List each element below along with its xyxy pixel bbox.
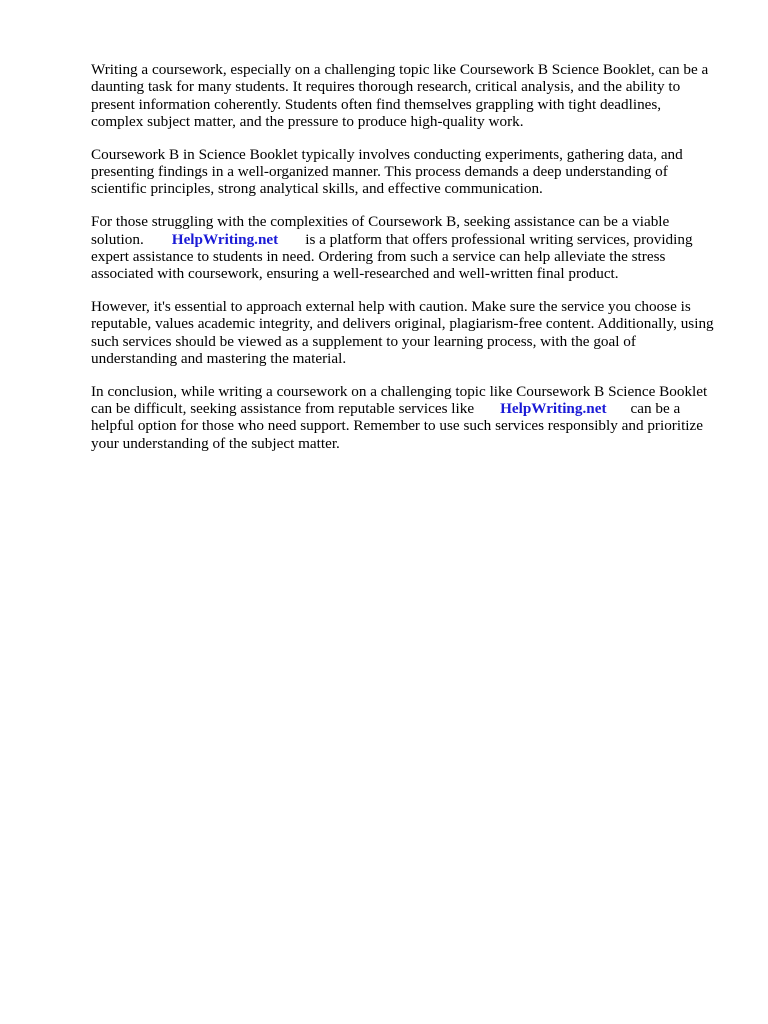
text-line: However, it's essential to approach external help with caution. Make sure the service you choose is bbox=[91, 298, 691, 316]
paragraph-process bbox=[91, 146, 736, 198]
text-line: helpful option for those who need support. Remember to use such services responsibly and prioritize bbox=[91, 417, 704, 435]
text-segment: solution. bbox=[91, 230, 144, 248]
text-line-with-link bbox=[91, 400, 736, 417]
paragraph-caution bbox=[91, 298, 736, 367]
helpwriting-link[interactable]: HelpWriting.net bbox=[500, 400, 607, 418]
text-line: associated with coursework, ensuring a well-researched and well-written final product. bbox=[91, 265, 619, 283]
text-line: presenting findings in a well-organized manner. This process demands a deep understanding of bbox=[91, 163, 668, 181]
text-line: Coursework B in Science Booklet typically involves conducting experiments, gathering data, and bbox=[91, 145, 683, 163]
text-segment: can be a bbox=[630, 400, 681, 418]
helpwriting-link[interactable]: HelpWriting.net bbox=[171, 230, 279, 248]
document-body bbox=[91, 61, 736, 468]
text-line: such services should be viewed as a supplement to your learning process, with the goal of bbox=[91, 332, 636, 350]
text-line: your understanding of the subject matter. bbox=[91, 434, 340, 452]
text-line: scientific principles, strong analytical skills, and effective communication. bbox=[91, 180, 543, 198]
text-segment: can be difficult, seeking assistance from reputable services like bbox=[91, 400, 475, 418]
text-segment: is a platform that offers professional writing services, providing bbox=[305, 230, 693, 248]
text-line: daunting task for many students. It requires thorough research, critical analysis, and the ability to bbox=[91, 78, 681, 96]
text-line: Writing a coursework, especially on a challenging topic like Coursework B Science Booklet, can be a bbox=[91, 61, 709, 78]
text-line: For those struggling with the complexities of Coursework B, seeking assistance can be a viable bbox=[91, 213, 670, 231]
paragraph-conclusion bbox=[91, 383, 736, 452]
text-line: complex subject matter, and the pressure to produce high-quality work. bbox=[91, 112, 524, 130]
text-line: present information coherently. Students often find themselves grappling with tight deadlines, bbox=[91, 95, 662, 113]
text-line: expert assistance to students in need. Ordering from such a service can help alleviate the stress bbox=[91, 247, 666, 265]
paragraph-intro bbox=[91, 61, 736, 130]
text-line-with-link bbox=[91, 231, 736, 248]
paragraph-assistance bbox=[91, 213, 736, 282]
text-line: reputable, values academic integrity, and delivers original, plagiarism-free content. Additionally, using bbox=[91, 315, 714, 333]
text-line: understanding and mastering the material. bbox=[91, 349, 347, 367]
text-line: In conclusion, while writing a coursework on a challenging topic like Coursework B Science Booklet bbox=[91, 382, 708, 400]
